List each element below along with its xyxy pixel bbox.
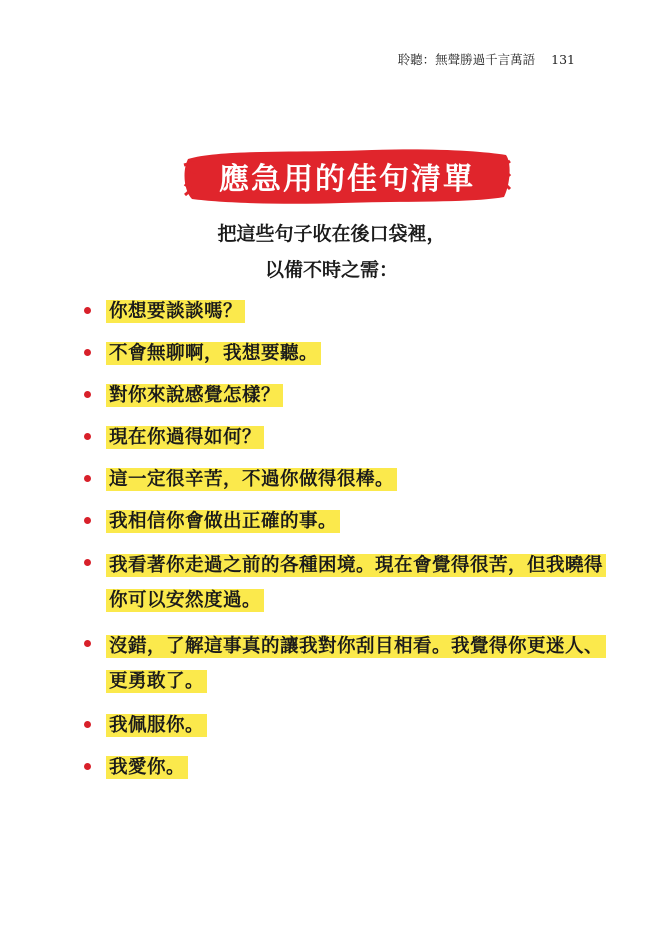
bullet-dot-icon	[84, 475, 91, 482]
list-item	[84, 422, 604, 453]
list-item	[84, 506, 604, 537]
list-item	[84, 380, 604, 411]
phrase-text: 不會無聊啊，我想要聽。	[106, 342, 321, 365]
list-item	[84, 629, 604, 699]
phrase-text: 我相信你會做出正確的事。	[106, 510, 340, 533]
bullet-dot-icon	[84, 307, 91, 314]
bullet-dot-icon	[84, 517, 91, 524]
phrase-text: 沒錯，了解這事真的讓我對你刮目相看。我覺得你更迷人、更勇敢了。	[106, 635, 606, 693]
phrase-text: 我佩服你。	[106, 714, 207, 737]
phrase-text: 對你來說感覺怎樣？	[106, 384, 283, 407]
bullet-dot-icon	[84, 721, 91, 728]
bullet-dot-icon	[84, 640, 91, 647]
phrase-text: 現在你過得如何？	[106, 426, 264, 449]
list-item	[84, 752, 604, 783]
intro-line-1: 把這些句子收在後口袋裡，	[217, 223, 446, 245]
title-banner	[182, 145, 512, 207]
page-number: 131	[551, 52, 575, 67]
list-item	[84, 464, 604, 495]
running-title: 聆聽：無聲勝過千言萬語	[397, 52, 536, 67]
list-item	[84, 710, 604, 741]
list-item	[84, 548, 604, 618]
phrase-list	[84, 296, 604, 794]
bullet-dot-icon	[84, 433, 91, 440]
bullet-dot-icon	[84, 349, 91, 356]
intro-line-2: 以備不時之需：	[264, 259, 398, 281]
bullet-dot-icon	[84, 391, 91, 398]
phrase-text: 你想要談談嗎？	[106, 300, 245, 323]
bullet-dot-icon	[84, 559, 91, 566]
list-item	[84, 296, 604, 327]
phrase-text: 我愛你。	[106, 756, 188, 779]
banner-title: 應急用的佳句清單	[219, 162, 475, 197]
list-item	[84, 338, 604, 369]
bullet-dot-icon	[84, 763, 91, 770]
phrase-text: 這一定很辛苦，不過你做得很棒。	[106, 468, 397, 491]
intro-text	[0, 216, 663, 288]
phrase-text: 我看著你走過之前的各種困境。現在會覺得很苦，但我曉得你可以安然度過。	[106, 554, 606, 612]
running-header	[398, 50, 575, 68]
